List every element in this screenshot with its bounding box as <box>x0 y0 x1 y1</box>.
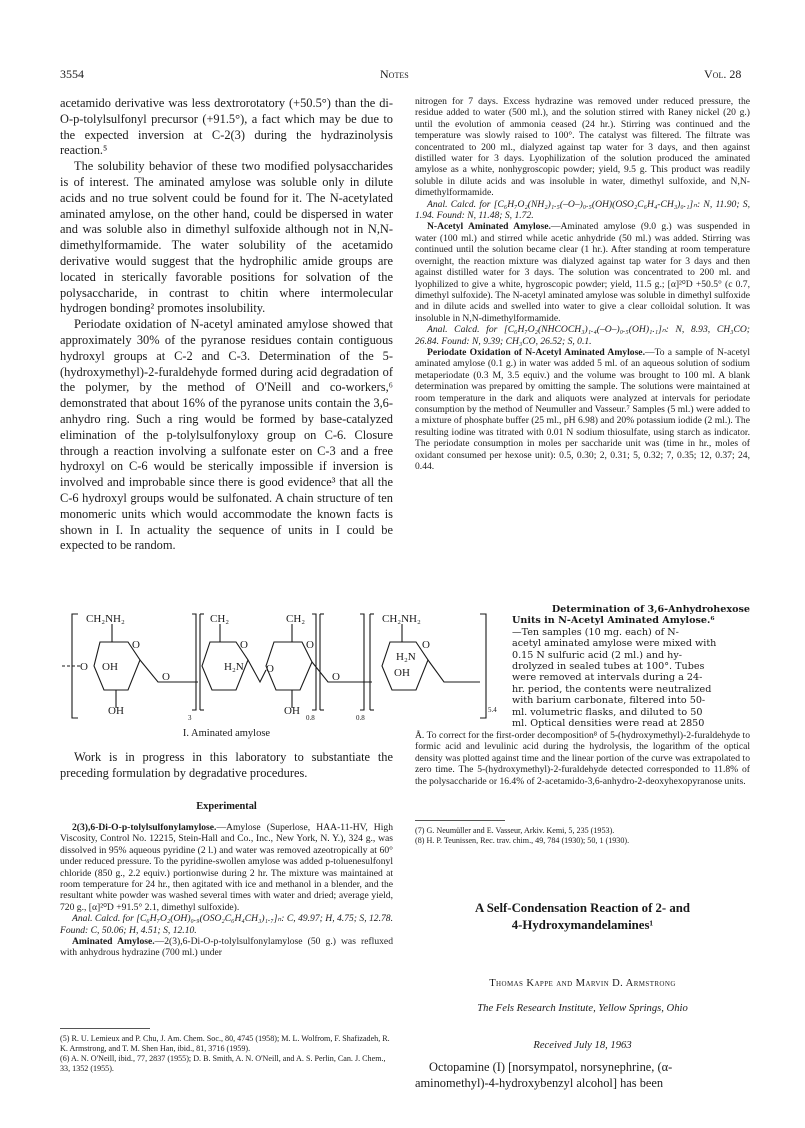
footnote-rule <box>415 820 505 821</box>
bracket-right <box>480 614 486 718</box>
analysis-text: Anal. Calcd. for [C₆H₇O₂(OH)₀.₉(OSO₂C₆H₄CH₃)₁.₇]ₙ: C, 49.97; H, 4.75; S, 12.78. Found: C, 50.06; H, 4.51; S, 12.10. <box>60 913 393 936</box>
right-column-experimental <box>415 96 750 472</box>
subscript-label: 3 <box>188 714 192 722</box>
paragraph: nitrogen for 7 days. Excess hydrazine was removed under reduced pressure, the residue added to water (500 ml.), and the solution stirred with Raney nickel (20 g.) until the evolution of ammonia ceased (24 hr.). Stirring was continued and the temperature was slowly raised to 100°. The catalyst was filtered. The filtrate was concentrated to 200 ml., dialyzed against tap water for 3 days, and then against distilled water for 3 days. Lyophilization of the solution produced the aminated amylose as a white, nonhygroscopic powder; yield, 9.5 g. This product was readily soluble in dilute acids and was insoluble in water, dimethyl sulfoxide, and N,N-dimethylformamide. <box>415 96 750 199</box>
ch2-label: CH₂ <box>286 613 306 625</box>
ch2nh2-label: CH₂NH₂ <box>86 613 125 625</box>
oxygen-label: O <box>162 671 170 683</box>
subscript-label: 0.8 <box>356 714 365 722</box>
left-column-upper <box>60 96 393 554</box>
footnote: (5) R. U. Lemieux and P. Chu, J. Am. Chem. Soc., 80, 4745 (1958); M. L. Wolfrom, F. Shafizadeh, R. K. Armstrong, and T. M. Shen Han, ibid., 81, 3716 (1959). <box>60 1034 390 1053</box>
footnote: (7) G. Neumüller and E. Vasseur, Arkiv. Kemi, 5, 235 (1953). <box>415 826 615 835</box>
oxygen-label: O <box>80 661 88 673</box>
footnote-rule <box>60 1028 150 1029</box>
experimental-section <box>60 822 393 959</box>
running-head: Notes <box>380 67 409 81</box>
footnote: (6) A. N. O'Neill, ibid., 77, 2837 (1955); D. B. Smith, A. N. O'Neill, and A. S. Perlin, Can. J. Chem., 33, 1352 (1955). <box>60 1054 386 1073</box>
ring-oxygen-label: O <box>306 639 314 651</box>
procedure-text: —Aminated amylose (9.0 g.) was suspended in water (100 ml.) and stirred while acetic anhydride (50 ml.) was added. Stirring was continued until the solution became clear (1 hr.). After standing at room temperature overnight, the reaction mixture was dialyzed against tap water for 3 days and then against distilled water for 3 days. The solution was concentrated to 200 ml. and lyophilized to give a white, hygroscopic powder; yield, 11.5 g.; [α]²⁰D +50.5° (c 0.7, dimethyl sulfoxide). The N-acetyl aminated amylose was soluble in dimethyl sulfoxide and in dilute acids and swelled into water to give a clear colloidal solution. It was insoluble in N,N-dimethylformamide. <box>415 221 750 324</box>
text-line: —Ten samples (10 mg. each) of N- <box>512 626 679 638</box>
procedure-title: Periodate Oxidation of N-Acetyl Aminated Amylose. <box>427 346 645 358</box>
procedure-text: —2(3),6-Di-O-p-tolylsulfonylamylose (50 g.) was refluxed with anhydrous hydrazine (700 ml.) under <box>60 936 393 959</box>
procedure-text: —Amylose (Superlose, HAA-11-HV, High Viscosity, Control No. 12215, Stein-Hall and Co., Inc., New York, N. Y.), 324 g., was dissolved in 95% aqueous pyridine (2 l.) and water was removed azeotropically at 60° under reduced pressure. To the pyridine-swollen amylose was added p-toluenesulfonyl chloride (850 g., 2.2 equiv.) portionwise during 2 hr. The mixture was maintained at room temperature for 24 hr., then agitated with ice and methanol in a blender, and the resultant white powder was washed several times with water and dried; average yield, 720 g., [α]²⁰D +91.5° 2.1, dimethyl sulfoxide). <box>60 822 393 913</box>
text-line: hr. period, the contents were neutralized <box>512 683 712 695</box>
oh-label: OH <box>102 661 118 673</box>
article-title-line: 4-Hydroxymandelamines¹ <box>511 918 654 932</box>
ch2-label: CH₂ <box>210 613 230 625</box>
received-date: Received July 18, 1963 <box>533 1040 632 1051</box>
anhydrohexose-continued <box>415 730 750 787</box>
article-title <box>415 900 750 934</box>
anhydrohexose-paragraph <box>512 604 750 729</box>
subscript-label: 0.8 <box>306 714 315 722</box>
affiliation: The Fels Research Institute, Yellow Springs, Ohio <box>477 1003 688 1014</box>
footnotes-right <box>415 826 750 846</box>
oxygen-label: O <box>332 671 340 683</box>
ring-oxygen-label: O <box>240 639 248 651</box>
procedure-title: N-Acetyl Aminated Amylose. <box>427 221 551 233</box>
paragraph: The solubility behavior of these two modified polysaccharides is of interest. The aminated amylose was soluble only in dilute acids and no true solvent could be found for it. The N-acetylated aminated amylose, on the other hand, could be dispersed in water and was soluble also in dimethyl sulfoxide although not in N,N-dimethylformamide. The water solubility of the acetamido derivative would suggest that the hydrophilic amide groups are located in sterically favorable positions for solvation of the polysaccharide, in contrast to chitin where intermolecular hydrogen bonding² promotes insolubility. <box>60 159 393 316</box>
analysis-text: Anal. Calcd. for [C₆H₇O₂(NH₂)₁.₅(–O–)₀.₅(OH)(OSO₂C₆H₄-CH₃)₀.₁]ₙ: N, 11.90; S, 1.94. Found: N, 11.48; S, 1.72. <box>415 198 750 222</box>
procedure-title: Determination of 3,6-Anhydrohexose <box>551 604 750 615</box>
figure-caption: I. Aminated amylose <box>182 728 271 739</box>
text-line: with barium carbonate, filtered into 50- <box>512 695 706 707</box>
paragraph: Å. To correct for the first-order decomposition⁸ of 5-(hydroxymethyl)-2-furaldehyde to formic acid and levulinic acid during the hydrolysis, the logarithm of the optical density was plotted against time and the linear portion of the curve was extrapolated to zero time. The 5-(hydroxymethyl)-2-furaldehyde detected corresponded to 11.8% of the polysaccharide or 16.4% of 2-acetamido-3,6-anhydro-2-deoxyhexopyranose units. <box>415 730 750 787</box>
text-line: ml. volumetric flasks, and diluted to 50 <box>512 706 703 718</box>
footnote: (8) H. P. Teunissen, Rec. trav. chim., 49, 784 (1930); 50, 1 (1930). <box>415 836 630 845</box>
text-line: aminomethyl)-4-hydroxybenzyl alcohol] has been <box>415 1076 664 1090</box>
subscript-label: 5.4 <box>488 706 497 714</box>
text-line: 0.15 N sulfuric acid (2 ml.) and hy- <box>512 649 683 661</box>
left-column-lower <box>60 750 393 782</box>
oh-label: OH <box>108 705 124 717</box>
text-line: drolyzed in sealed tubes at 100°. Tubes <box>512 661 705 673</box>
procedure-title: 2(3),6-Di-O-p-tolylsulfonylamylose. <box>72 822 217 833</box>
ch2nh2-label: CH₂NH₂ <box>382 613 421 625</box>
h2n-label: H₂N <box>224 661 244 673</box>
oh-label: OH <box>284 705 300 717</box>
text-line: acetyl aminated amylose were mixed with <box>512 638 717 650</box>
procedure-title: Aminated Amylose. <box>72 936 155 948</box>
paragraph: acetamido derivative was less dextrorotatory (+50.5°) than the di-O-p-tolylsulfonyl precursor (+91.5°), a fact which may be due to the expected inversion at C-2(3) during the hydrazinolysis reaction.⁵ <box>60 96 393 158</box>
article-intro <box>415 1059 750 1091</box>
paragraph: Work is in progress in this laboratory to substantiate the preceding formulation by degradative procedures. <box>60 750 393 780</box>
ring-oxygen-label: O <box>132 639 140 651</box>
oxygen-label: O <box>266 663 274 675</box>
ring-oxygen-label: O <box>422 639 430 651</box>
footnotes-left <box>60 1034 393 1074</box>
oh-label: OH <box>394 667 410 679</box>
volume-label: Vol. 28 <box>704 67 742 81</box>
authors: Thomas Kappe and Marvin D. Armstrong <box>489 978 676 989</box>
article-title-line: A Self-Condensation Reaction of 2- and <box>474 901 691 915</box>
procedure-text: —To a sample of N-acetyl aminated amylose (0.1 g.) in water was added 5 ml. of an aqueous solution of sodium metaperiodate (0.3 M, 3.5 equiv.) and the volume was brought to 100 ml. A blank determination was prepared by omitting the sample. The solutions were maintained at room temperature in the dark and aliquots were analyzed at intervals for periodate consumption by the method of Neumuller and Vasseur.⁷ Samples (5 ml.) were added to a mixture of phosphate buffer (25 ml., pH 6.98) and 20% potassium iodide (2 ml.). The resulting iodine was titrated with 0.01 N sodium thiosulfate, using starch as indicator. The periodate consumption in moles per saccharide unit was (time in hr., moles of oxidant consumed per hexose unit): 0.5, 0.30; 2, 0.31; 5, 0.32; 7, 0.35; 12, 0.37; 24, 0.44. <box>415 346 751 472</box>
h2n-label: H₂N <box>396 651 416 663</box>
experimental-heading: Experimental <box>196 801 257 812</box>
chemical-structure-figure <box>60 610 500 725</box>
page-number: 3554 <box>60 67 84 81</box>
text-line: Octopamine (I) [norsympatol, norsynephrine, (α- <box>429 1060 673 1074</box>
text-line: ml. Optical densities were read at 2850 <box>512 718 705 730</box>
text-line: were removed at intervals during a 24- <box>512 672 703 684</box>
procedure-title: Units in N-Acetyl Aminated Amylose.⁶ <box>512 615 715 627</box>
paragraph: Periodate oxidation of N-acetyl aminated amylose showed that approximately 30% of the pyranose residues contain contiguous hydroxyl groups at C-2 and C-3. Determination of the 5-(hydroxymethyl)-2-furaldehyde formed during acid degradation of the polymer, by the method of O'Neill and co-workers,⁶ demonstrated that about 16% of the pyranose units contain the 3,6-anhydro ring. Such a ring would be formed by base-catalyzed elimination of the p-tolylsulfonyloxy group on C-6. Closure through a reaction involving a sulfonate ester on C-3 and a free hydroxyl on C-6 would be sterically impossible if inversion is involved and improbable since there is good evidence³ that all the C-6 hydroxyl groups would be sulfonated. A chain structure of ten monomeric units which would accommodate the known facts is shown in I. In actuality the sequence of units in I could be expected to be random. <box>60 317 393 553</box>
analysis-text: Anal. Calcd. for [C₆H₇O₂(NHCOCH₃)₁.₄(–O–)₀.₅(OH)₁.₁]ₙ: N, 8.93, CH₃CO; 26.84. Found: N, 9.39; CH₃CO, 26.52; S, 0.1. <box>415 324 750 347</box>
